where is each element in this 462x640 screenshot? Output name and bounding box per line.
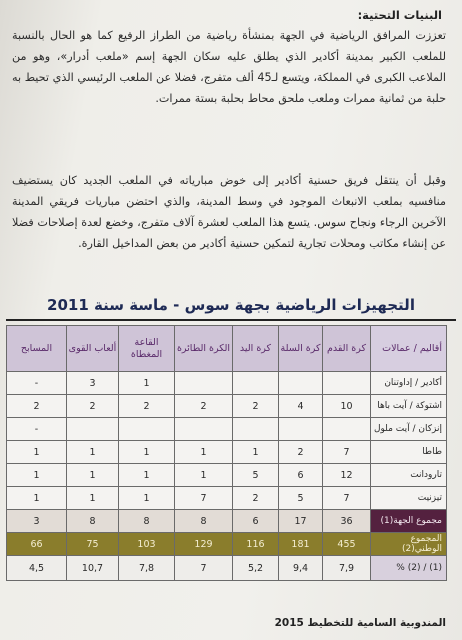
table-cell: 4 bbox=[279, 395, 323, 418]
table-cell: 1 bbox=[119, 487, 175, 510]
column-header: المسابح bbox=[7, 326, 67, 372]
table-cell: 7,8 bbox=[119, 556, 175, 581]
table-cell: 1 bbox=[119, 441, 175, 464]
section-heading: البنيات التحتية: bbox=[357, 8, 442, 22]
table-cell: 66 bbox=[7, 533, 67, 556]
row-label: أكادير / إداوتنان bbox=[371, 372, 447, 395]
table-cell: 2 bbox=[67, 395, 119, 418]
table-cell: 8 bbox=[175, 510, 233, 533]
table-cell: 1 bbox=[7, 441, 67, 464]
table-cell: 7 bbox=[175, 556, 233, 581]
column-header: القاعة المغطاة bbox=[119, 326, 175, 372]
column-header: كرة القدم bbox=[323, 326, 371, 372]
table-row bbox=[7, 418, 447, 441]
table-cell: 2 bbox=[233, 487, 279, 510]
table-cell: 1 bbox=[175, 441, 233, 464]
table-cell: 5,2 bbox=[233, 556, 279, 581]
table-cell: 3 bbox=[67, 372, 119, 395]
table-cell bbox=[279, 372, 323, 395]
column-header-region: أقاليم / عمالات bbox=[371, 326, 447, 372]
sports-facilities-table bbox=[6, 325, 447, 581]
column-header: كرة اليد bbox=[233, 326, 279, 372]
table-cell: 10 bbox=[323, 395, 371, 418]
table-cell: 7 bbox=[323, 487, 371, 510]
table-cell: 75 bbox=[67, 533, 119, 556]
table-cell: 1 bbox=[67, 441, 119, 464]
table-cell: 5 bbox=[233, 464, 279, 487]
row-label: تارودانت bbox=[371, 464, 447, 487]
table-cell: 12 bbox=[323, 464, 371, 487]
table-cell: 10,7 bbox=[67, 556, 119, 581]
table-cell bbox=[323, 372, 371, 395]
table-cell: 1 bbox=[67, 487, 119, 510]
table-row bbox=[7, 372, 447, 395]
table-cell bbox=[175, 372, 233, 395]
table-cell bbox=[279, 418, 323, 441]
row-label: المجموع الوطني(2) bbox=[371, 533, 447, 556]
table-header-row bbox=[7, 326, 447, 372]
table-cell: 4,5 bbox=[7, 556, 67, 581]
table-cell: 1 bbox=[233, 441, 279, 464]
table-cell: 1 bbox=[67, 464, 119, 487]
table-cell: 36 bbox=[323, 510, 371, 533]
row-label: تيزنيت bbox=[371, 487, 447, 510]
table-row bbox=[7, 510, 447, 533]
row-label: مجموع الجهة(1) bbox=[371, 510, 447, 533]
table-cell: 181 bbox=[279, 533, 323, 556]
table-cell: 1 bbox=[119, 372, 175, 395]
table-cell: 6 bbox=[279, 464, 323, 487]
table-cell bbox=[67, 418, 119, 441]
table-cell: 116 bbox=[233, 533, 279, 556]
table-title: التجهيزات الرياضية بجهة سوس - ماسة سنة 2011 bbox=[47, 296, 415, 314]
table-cell: 5 bbox=[279, 487, 323, 510]
table-cell: 2 bbox=[175, 395, 233, 418]
table-source: المندوبية السامية للتخطيط 2015 bbox=[274, 617, 446, 629]
table-cell: - bbox=[7, 418, 67, 441]
table-row bbox=[7, 556, 447, 581]
table-cell: 1 bbox=[175, 464, 233, 487]
row-label: طاطا bbox=[371, 441, 447, 464]
column-header: ألعاب القوى bbox=[67, 326, 119, 372]
table-cell bbox=[233, 418, 279, 441]
table-cell: 2 bbox=[233, 395, 279, 418]
table-body bbox=[7, 372, 447, 581]
table-cell: 3 bbox=[7, 510, 67, 533]
table-cell: 2 bbox=[119, 395, 175, 418]
table-cell: 17 bbox=[279, 510, 323, 533]
table-title-rule bbox=[6, 319, 456, 321]
table-cell: 9,4 bbox=[279, 556, 323, 581]
table-cell: 6 bbox=[233, 510, 279, 533]
row-label: اشتوكة / آيت باها bbox=[371, 395, 447, 418]
table-row bbox=[7, 487, 447, 510]
row-label: إنزكان / آيت ملول bbox=[371, 418, 447, 441]
table-row bbox=[7, 533, 447, 556]
table-cell: 1 bbox=[7, 487, 67, 510]
row-label: (1) / (2) % bbox=[371, 556, 447, 581]
table-cell: 2 bbox=[279, 441, 323, 464]
table-cell: 7 bbox=[175, 487, 233, 510]
table-cell bbox=[233, 372, 279, 395]
table-cell: 1 bbox=[7, 464, 67, 487]
table-row bbox=[7, 395, 447, 418]
table-cell: 455 bbox=[323, 533, 371, 556]
paragraph-hassania-agadir: وقبل أن ينتقل فريق حسنية أكادير إلى خوض مبارياته في الملعب الجديد كان يستضيف منافسيه بملعب الانبعاث الموجود في وسط المدينة، والذي احتضن مباريات فريقي المدينة الآخرين الرجاء ونجاح سوس. يتسع هذا الملعب لعشرة آلاف متفرج، وخضع لعدة إصلاحات فضلا عن إنشاء مكاتب ومحلات تجارية لتمكين حسنية أكادير من بعض المداخيل القارة. bbox=[12, 174, 446, 250]
table-cell: 7 bbox=[323, 441, 371, 464]
table-cell bbox=[323, 418, 371, 441]
column-header: الكرة الطائرة bbox=[175, 326, 233, 372]
table-cell: 7,9 bbox=[323, 556, 371, 581]
paragraph-stadium-agadir: تعززت المرافق الرياضية في الجهة بمنشأة رياضية من الطراز الرفيع كما هو الحال بالنسبة للملعب الكبير بمدينة أكادير الذي يطلق عليه سكان الجهة إسم «ملعب أدرار»، وهو من الملاعب الكبرى في المملكة، ويتسع لـ45 ألف متفرج، فضلا عن الملعب الرئيسي الذي تحيط به حلبة من ثمانية ممرات وملعب ملحق محاط بحلبة بستة ممرات. bbox=[12, 29, 446, 105]
column-header: كرة السلة bbox=[279, 326, 323, 372]
table-cell: 2 bbox=[7, 395, 67, 418]
table-cell bbox=[175, 418, 233, 441]
table-cell: 8 bbox=[119, 510, 175, 533]
table-row bbox=[7, 441, 447, 464]
table-cell: - bbox=[7, 372, 67, 395]
table-cell: 8 bbox=[67, 510, 119, 533]
table-cell: 1 bbox=[119, 464, 175, 487]
table-cell: 129 bbox=[175, 533, 233, 556]
table-cell: 103 bbox=[119, 533, 175, 556]
table-cell bbox=[119, 418, 175, 441]
table-row bbox=[7, 464, 447, 487]
